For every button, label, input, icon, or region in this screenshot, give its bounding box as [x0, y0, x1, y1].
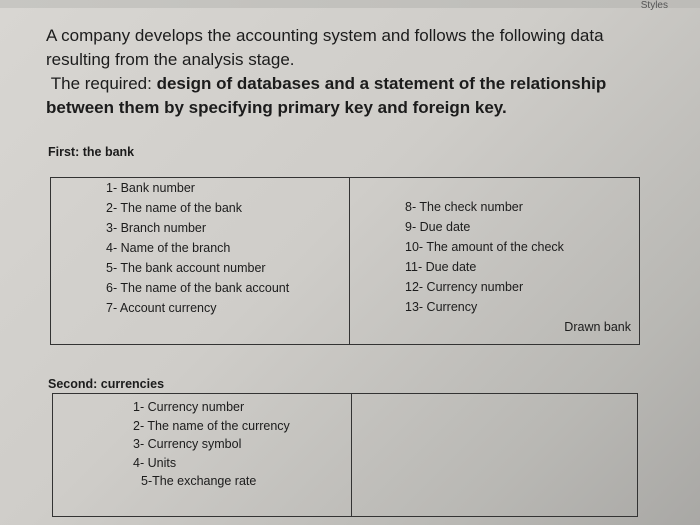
intro-paragraph: [46, 24, 646, 120]
bank-table: [50, 177, 640, 345]
intro-line-1: A company develops the accounting system and follows the following data: [46, 26, 604, 45]
styles-label[interactable]: Styles: [640, 0, 668, 11]
bank-fields-left-list: [106, 178, 289, 318]
list-item: 4- Units: [133, 455, 177, 470]
list-item: 3- Currency symbol: [133, 437, 242, 451]
list-item: 3- Branch number: [106, 221, 207, 235]
required-text-1: design of databases and a statement of the relationship: [156, 74, 607, 93]
list-item: 12- Currency number: [405, 280, 524, 294]
currency-table: [52, 393, 638, 517]
list-item: 13- Currency: [405, 300, 478, 314]
list-item: 10- The amount of the check: [405, 240, 564, 254]
list-item: 8- The check number: [405, 200, 523, 214]
bank-fields-right-list: [405, 197, 564, 317]
required-text-2: between them by specifying primary key and foreign key.: [46, 98, 507, 117]
list-item: 2- The name of the currency: [133, 418, 290, 433]
list-item: 9- Due date: [405, 220, 471, 234]
list-item: 2- The name of the bank: [106, 201, 242, 215]
currency-table-left-cell: [53, 394, 352, 516]
intro-line-3: [46, 72, 646, 96]
list-item: 1- Bank number: [106, 181, 195, 195]
list-item: 4- Name of the branch: [106, 241, 231, 255]
list-item: 5- The bank account number: [106, 261, 266, 275]
list-item: 7- Account currency: [106, 301, 217, 315]
intro-line-4: [46, 96, 646, 120]
currency-fields-list: [133, 398, 290, 491]
bank-table-left-cell: [51, 178, 350, 344]
list-item: 1- Currency number: [133, 400, 245, 414]
second-section-title: Second: currencies: [48, 377, 165, 391]
intro-line-2: resulting from the analysis stage.: [46, 50, 295, 69]
list-item: 11- Due date: [405, 260, 477, 274]
list-item: 5-The exchange rate: [141, 474, 257, 488]
list-item: 6- The name of the bank account: [106, 281, 290, 295]
drawn-bank-label: Drawn bank: [564, 320, 631, 334]
bank-table-right-cell: [350, 178, 639, 344]
currency-table-right-cell: [352, 394, 637, 516]
first-section-title: First: the bank: [48, 145, 135, 159]
required-prefix: The required:: [50, 74, 157, 93]
top-strip: [0, 0, 700, 8]
